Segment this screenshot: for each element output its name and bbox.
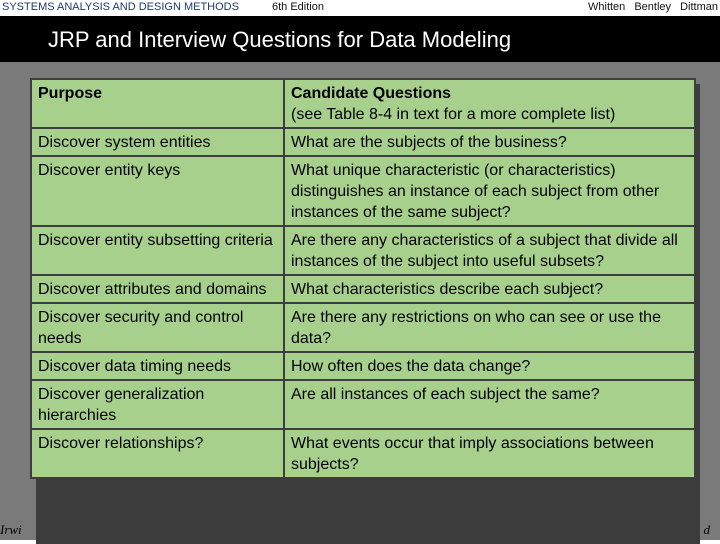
table-row — [31, 275, 695, 303]
table-row — [31, 380, 695, 429]
edition-label: 6th Edition — [272, 1, 324, 13]
header-bar — [0, 0, 720, 16]
purpose-cell: Discover relationships? — [31, 429, 284, 478]
question-cell: What events occur that imply associations between subjects? — [284, 429, 695, 478]
table-row — [31, 303, 695, 352]
slide-title: JRP and Interview Questions for Data Modeling — [48, 27, 512, 52]
table-row — [31, 429, 695, 478]
purpose-cell: Discover security and control needs — [31, 303, 284, 352]
question-cell: Are there any restrictions on who can see or use the data? — [284, 303, 695, 352]
question-cell: What unique characteristic (or characteristics) distinguishes an instance of each subject from other instances of the same subject? — [284, 156, 695, 226]
table-row — [31, 226, 695, 275]
header-purpose: Purpose — [31, 79, 284, 128]
header-questions-title: Candidate Questions — [291, 85, 452, 102]
table-row — [31, 156, 695, 226]
book-title: SYSTEMS ANALYSIS AND DESIGN METHODS — [2, 1, 239, 13]
table-row — [31, 128, 695, 156]
purpose-cell: Discover generalization hierarchies — [31, 380, 284, 429]
question-cell: What are the subjects of the business? — [284, 128, 695, 156]
purpose-cell: Discover system entities — [31, 128, 284, 156]
header-questions — [284, 79, 695, 128]
authors-label: Whitten Bentley Dittman — [588, 1, 718, 13]
purpose-cell: Discover entity keys — [31, 156, 284, 226]
question-cell: What characteristics describe each subject? — [284, 275, 695, 303]
purpose-cell: Discover attributes and domains — [31, 275, 284, 303]
question-cell: Are all instances of each subject the same? — [284, 380, 695, 429]
table-row — [31, 352, 695, 380]
footer-right-text: d — [703, 522, 710, 537]
question-cell: Are there any characteristics of a subject that divide all instances of the subject into useful subsets? — [284, 226, 695, 275]
table-header-row — [31, 79, 695, 128]
questions-table — [30, 78, 696, 479]
footer-left-text: Irwi — [0, 522, 22, 537]
question-cell: How often does the data change? — [284, 352, 695, 380]
purpose-cell: Discover entity subsetting criteria — [31, 226, 284, 275]
purpose-cell: Discover data timing needs — [31, 352, 284, 380]
header-questions-note: (see Table 8-4 in text for a more complete list) — [291, 106, 616, 123]
